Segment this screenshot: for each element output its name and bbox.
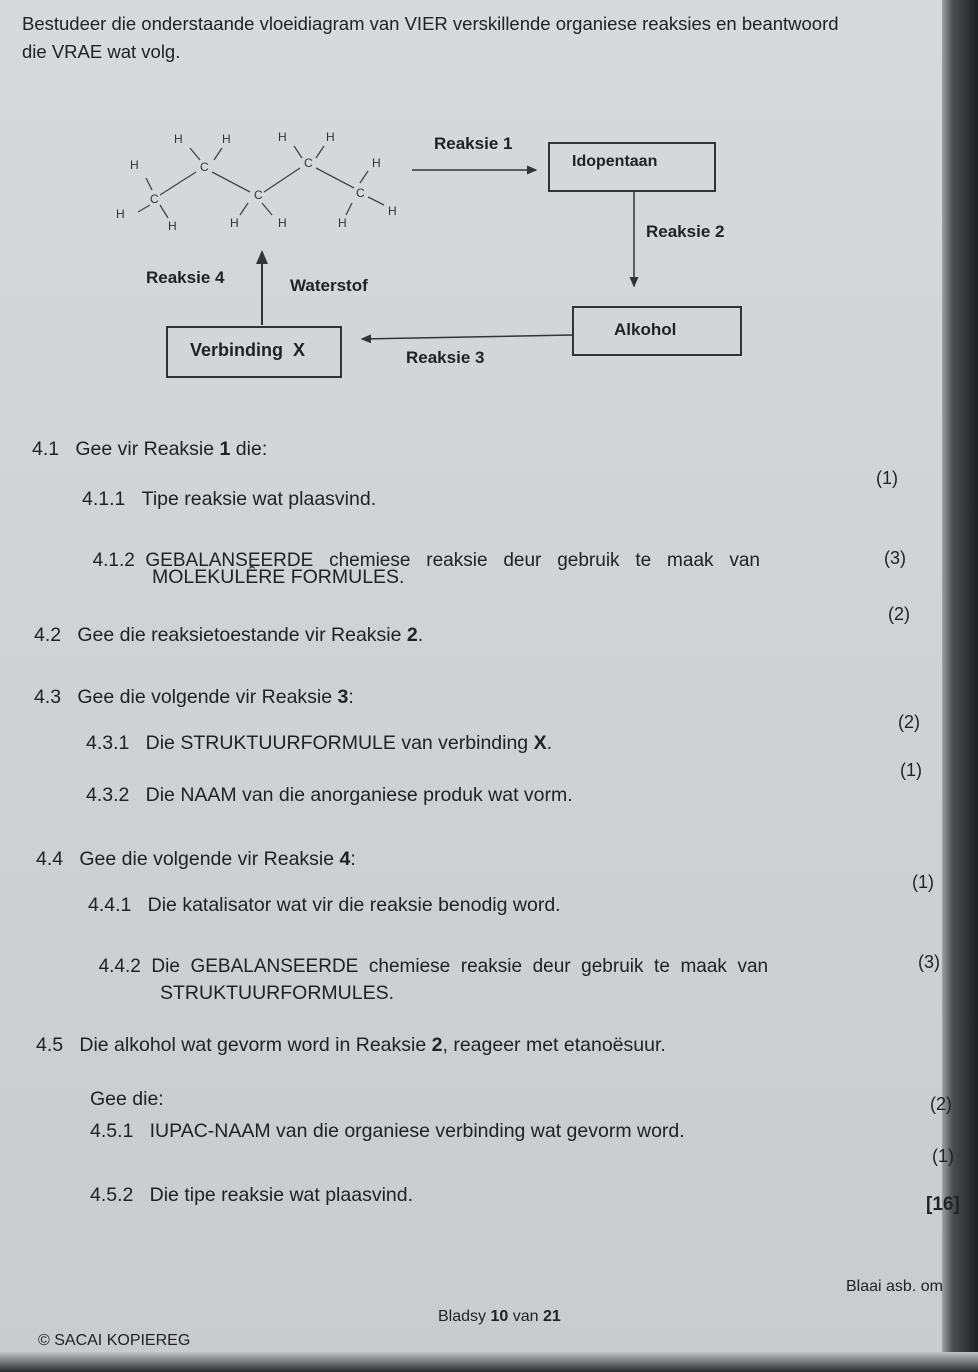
atom-h: H <box>338 216 347 230</box>
reaksie1-label: Reaksie 1 <box>434 134 513 153</box>
question-text-end: . <box>417 624 424 646</box>
question-text: IUPAC-NAAM van die organiese verbinding wat gevorm word. <box>149 1120 685 1142</box>
atom-c: C <box>150 192 159 206</box>
question-text: GEBALANSEERDE chemiese reaksie deur gebruik te maak van <box>145 550 760 571</box>
atom-h: H <box>130 158 139 172</box>
question-number: 4.3.2 <box>86 784 130 806</box>
question-4-1 <box>32 438 267 461</box>
bottom-edge-shadow <box>0 1352 978 1372</box>
question-bold: 3 <box>337 686 349 708</box>
page-number <box>438 1308 561 1326</box>
question-text-end: , reageer met etanoësuur. <box>442 1034 666 1056</box>
question-text-end: die: <box>230 438 268 460</box>
molecule-bonds <box>138 146 384 218</box>
question-4-4-2 <box>88 934 768 978</box>
question-number: 4.5 <box>36 1034 64 1056</box>
question-text-end: : <box>350 848 356 870</box>
atom-c: C <box>356 186 365 200</box>
reaksie3-label: Reaksie 3 <box>406 348 485 367</box>
question-bold: 4 <box>339 848 351 870</box>
bladsy-label: Bladsy <box>438 1308 491 1325</box>
atom-c: C <box>200 160 209 174</box>
atom-h: H <box>326 130 335 144</box>
atom-h: H <box>230 216 239 230</box>
total-marks: [16] <box>926 1194 960 1215</box>
mark-4-1-2: (3) <box>884 548 906 568</box>
question-number: 4.4 <box>36 848 64 870</box>
question-text: Tipe reaksie wat plaasvind. <box>141 488 377 510</box>
reaksie4-label: Reaksie 4 <box>146 268 225 287</box>
mark-4-5-2: (1) <box>932 1146 954 1166</box>
idopentaan-box <box>548 142 716 192</box>
question-number: 4.1.2 <box>92 550 135 571</box>
question-number: 4.1.1 <box>82 488 126 510</box>
mark-4-4-1: (1) <box>912 872 934 892</box>
blaai-asb-om: Blaai asb. om <box>846 1278 943 1295</box>
question-text-end: . <box>546 732 553 754</box>
waterstof-label: Waterstof <box>290 276 368 295</box>
atom-h: H <box>222 132 231 146</box>
verbinding-x-box <box>166 326 342 378</box>
question-4-3-2 <box>86 784 573 807</box>
question-number: 4.5.2 <box>90 1184 134 1206</box>
copyright: © SACAI KOPIEREG <box>38 1332 191 1349</box>
mark-4-3-2: (1) <box>900 760 922 780</box>
question-4-2 <box>34 624 423 647</box>
question-text: Die GEBALANSEERDE chemiese reaksie deur gebruik te maak van <box>151 956 769 977</box>
question-number: 4.2 <box>34 624 62 646</box>
idopentaan-label: Idopentaan <box>572 153 658 170</box>
question-4-5-1 <box>90 1120 685 1143</box>
question-bold: X <box>533 732 547 754</box>
question-4-4 <box>36 848 356 871</box>
question-4-5-2 <box>90 1184 413 1207</box>
question-text: Die tipe reaksie wat plaasvind. <box>149 1184 414 1206</box>
question-number: 4.4.2 <box>98 956 141 977</box>
question-number: 4.5.1 <box>90 1120 134 1142</box>
mark-4-3-1: (2) <box>898 712 920 732</box>
atom-h: H <box>388 204 397 218</box>
question-bold: 2 <box>431 1034 443 1056</box>
mark-4-1-1: (1) <box>876 468 898 488</box>
question-4-4-2-line2: STRUKTUURFORMULES. <box>160 982 395 1004</box>
atom-h: H <box>278 130 287 144</box>
question-bold: 1 <box>219 438 231 460</box>
atom-h: H <box>174 132 183 146</box>
van-label: van <box>508 1308 543 1325</box>
question-number: 4.1 <box>32 438 60 460</box>
atom-h: H <box>116 207 125 221</box>
question-text: Die NAAM van die anorganiese produk wat vorm. <box>145 784 573 806</box>
question-4-3 <box>34 686 354 709</box>
question-text: Gee die volgende vir Reaksie <box>79 848 340 870</box>
question-text: Gee die volgende vir Reaksie <box>77 686 338 708</box>
question-text: Die katalisator wat vir die reaksie benodig word. <box>147 894 561 916</box>
current-page: 10 <box>490 1308 509 1325</box>
question-text: Die STRUKTUURFORMULE van verbinding <box>145 732 534 754</box>
intro-text: Bestudeer die onderstaande vloeidiagram van VIER verskillende organiese reaksies en beantwoord die VRAE wat volg. <box>22 13 839 62</box>
total-pages: 21 <box>542 1308 561 1325</box>
question-number: 4.3.1 <box>86 732 130 754</box>
question-number: 4.4.1 <box>88 894 132 916</box>
atom-c: C <box>304 156 313 170</box>
question-4-5-gee: Gee die: <box>90 1088 164 1110</box>
mark-4-5-1: (2) <box>930 1094 952 1114</box>
diagram-lines <box>0 0 978 420</box>
alkohol-box <box>572 306 742 356</box>
alkohol-label: Alkohol <box>614 320 677 339</box>
question-number: 4.3 <box>34 686 62 708</box>
question-4-4-1 <box>88 894 561 917</box>
question-text-end: : <box>348 686 354 708</box>
question-4-1-2-line2: MOLEKULÊRE FORMULES. <box>152 566 405 588</box>
reaksie2-label: Reaksie 2 <box>646 222 725 241</box>
verbinding-x-label: Verbinding X <box>190 340 306 360</box>
reaksie3-arrow <box>362 335 572 339</box>
question-4-3-1 <box>86 732 552 755</box>
question-4-5 <box>36 1034 666 1057</box>
mark-4-4-2: (3) <box>918 952 940 972</box>
question-text: Gee die reaksietoestande vir Reaksie <box>77 624 407 646</box>
question-text: Gee vir Reaksie <box>75 438 220 460</box>
question-4-1-1 <box>82 488 376 511</box>
atom-h: H <box>372 156 381 170</box>
atom-h: H <box>168 219 177 233</box>
mark-4-2: (2) <box>888 604 910 624</box>
question-bold: 2 <box>406 624 418 646</box>
question-text: Die alkohol wat gevorm word in Reaksie <box>79 1034 432 1056</box>
atom-h: H <box>278 216 287 230</box>
atom-c: C <box>254 188 263 202</box>
